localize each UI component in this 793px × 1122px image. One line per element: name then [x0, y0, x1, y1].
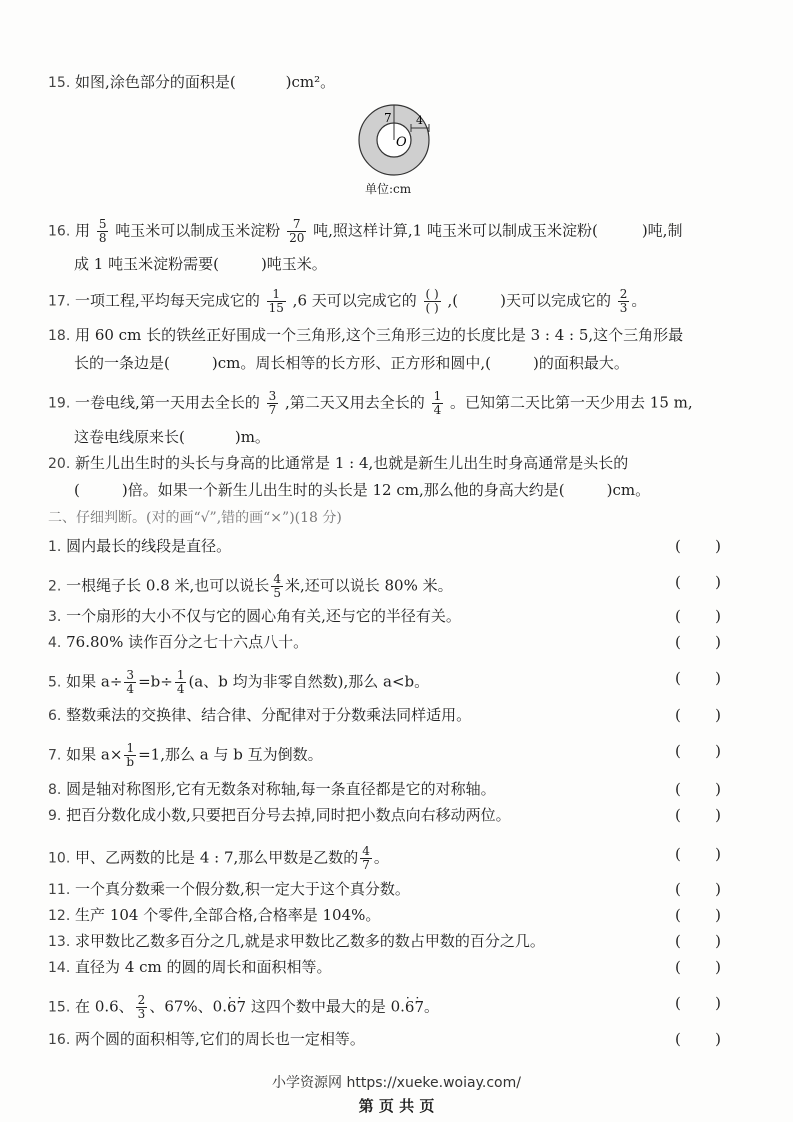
judgement-item-12 — [48, 906, 733, 925]
paren-left: ( — [675, 994, 681, 1012]
question-text: )的面积最大。 — [532, 354, 629, 372]
paren-left: ( — [675, 806, 681, 824]
question-number: 11. — [48, 882, 71, 898]
question-16-line-2 — [74, 255, 733, 273]
answer-parentheses[interactable] — [675, 706, 721, 724]
paren-right: ) — [715, 669, 721, 687]
judgement-item-4 — [48, 633, 733, 652]
answer-parentheses[interactable] — [675, 932, 721, 950]
judgement-item-7 — [48, 742, 733, 769]
question-number: 16. — [48, 223, 71, 240]
paren-left: ( — [675, 1030, 681, 1048]
paren-right: ) — [715, 880, 721, 898]
fraction-blank[interactable] — [424, 288, 441, 315]
fraction — [432, 390, 444, 417]
statement-text: 。 — [424, 997, 440, 1016]
question-number: 5. — [48, 674, 62, 691]
question-text: )吨玉米。 — [260, 255, 327, 273]
numerator: 5 — [98, 217, 107, 231]
question-number: 3. — [48, 609, 62, 625]
question-text: 成 1 吨玉米淀粉需要( — [74, 255, 219, 273]
question-text: ,( — [447, 291, 459, 310]
question-text: 一卷电线,第一天用去全长的 — [75, 393, 260, 412]
answer-parentheses[interactable] — [675, 994, 721, 1012]
denominator: 7 — [268, 403, 277, 417]
question-text: 。 — [631, 291, 647, 310]
statement-text: 甲、乙两数的比是 4 : 7,那么甲数是乙数的 — [75, 848, 359, 867]
denominator-blank[interactable]: ( ) — [425, 301, 439, 315]
question-text: 。已知第二天比第一天少用去 15 m, — [450, 393, 693, 412]
judgement-item-9 — [48, 806, 733, 825]
answer-parentheses[interactable] — [675, 607, 721, 625]
paren-right: ) — [715, 932, 721, 950]
fraction — [287, 218, 306, 245]
denominator: 3 — [619, 301, 628, 315]
question-number: 15. — [48, 75, 71, 91]
denominator: 7 — [362, 858, 370, 872]
paren-right: ) — [715, 573, 721, 591]
question-text: 如图,涂色部分的面积是( — [75, 73, 236, 91]
paren-left: ( — [675, 706, 681, 724]
footer-site: 小学资源网 https://xueke.woiay.com/ — [272, 1075, 521, 1091]
statement-text: 、67%、0. — [149, 997, 227, 1016]
statement-text: 一个真分数乘一个假分数,积一定大于这个真分数。 — [75, 880, 410, 898]
question-number: 9. — [48, 808, 62, 824]
question-text: ,第二天又用去全长的 — [285, 393, 425, 412]
paren-right: ) — [715, 742, 721, 760]
question-number: 6. — [48, 708, 62, 724]
question-number: 13. — [48, 934, 71, 950]
question-text: )倍。如果一个新生儿出生时的头长是 12 cm,那么他的身高大约是( — [121, 481, 565, 499]
judgement-item-14 — [48, 958, 733, 977]
answer-parentheses[interactable] — [675, 958, 721, 976]
fraction — [124, 669, 136, 696]
question-text: 长的一条边是( — [74, 354, 170, 372]
answer-parentheses[interactable] — [675, 537, 721, 555]
judgement-item-8 — [48, 780, 733, 799]
numerator: 3 — [126, 668, 135, 682]
judgement-item-16 — [48, 1030, 733, 1049]
question-text: )m。 — [234, 428, 270, 446]
question-text: )吨,制 — [641, 221, 683, 240]
numerator: 4 — [362, 844, 370, 858]
answer-parentheses[interactable] — [675, 806, 721, 824]
question-text: ,6 天可以完成它的 — [292, 291, 417, 310]
question-18-line-2 — [74, 354, 733, 372]
question-text: ( — [74, 481, 80, 499]
question-text: )cm。 — [606, 481, 651, 499]
statement-text: 圆是轴对称图形,它有无数条对称轴,每一条直径都是它的对称轴。 — [66, 780, 496, 798]
denominator: 5 — [273, 586, 281, 600]
numerator: 7 — [287, 218, 306, 232]
numerator: 4 — [273, 572, 281, 586]
statement-text: 两个圆的面积相等,它们的周长也一定相等。 — [75, 1030, 365, 1048]
fraction — [267, 288, 286, 315]
question-19 — [48, 390, 733, 417]
question-number: 7. — [48, 747, 62, 764]
question-text: )cm²。 — [285, 73, 336, 91]
question-number: 8. — [48, 782, 62, 798]
paren-right: ) — [715, 633, 721, 651]
judgement-item-6 — [48, 706, 733, 725]
paren-left: ( — [675, 932, 681, 950]
numerator: 1 — [433, 389, 442, 403]
label-radius-7: 7 — [384, 111, 392, 125]
section-heading-judgement: 二、仔细判断。(对的画“√”,错的画“×”)(18 分) — [48, 510, 342, 526]
statement-text: · 7 — [237, 998, 247, 1016]
question-19-line-2 — [74, 428, 733, 446]
answer-parentheses[interactable] — [675, 669, 721, 687]
judgement-item-10 — [48, 845, 733, 872]
statement-text: 把百分数化成小数,只要把百分号去掉,同时把小数点向右移动两位。 — [66, 806, 511, 824]
statement-text: · 6 — [227, 998, 237, 1016]
paren-right: ) — [715, 806, 721, 824]
paren-right: ) — [715, 906, 721, 924]
numerator: 2 — [137, 993, 146, 1007]
paren-left: ( — [675, 906, 681, 924]
question-text: 新生儿出生时的头长与身高的比通常是 1 : 4,也就是新生儿出生时身高通常是头长的 — [75, 454, 629, 472]
paren-left: ( — [675, 669, 681, 687]
statement-text: · 6 — [405, 998, 415, 1016]
statement-text: · 7 — [414, 998, 424, 1016]
paren-right: ) — [715, 537, 721, 555]
question-20-line-2 — [74, 481, 733, 499]
question-text: )天可以完成它的 — [500, 291, 611, 310]
answer-parentheses[interactable] — [675, 845, 721, 863]
question-text: 吨玉米可以制成玉米淀粉 — [115, 221, 281, 240]
fraction — [97, 218, 109, 245]
statement-text: =1,那么 a 与 b 互为倒数。 — [138, 745, 323, 764]
paren-left: ( — [675, 607, 681, 625]
paren-left: ( — [675, 880, 681, 898]
statement-text: 76.80% 读作百分之七十六点八十。 — [66, 633, 309, 651]
numerator-blank[interactable]: ( ) — [425, 287, 439, 301]
statement-text: 如果 a÷ — [66, 672, 123, 691]
fraction — [175, 669, 187, 696]
question-16 — [48, 218, 733, 245]
statement-text: 圆内最长的线段是直径。 — [66, 537, 232, 555]
question-text: 用 60 cm 长的铁丝正好围成一个三角形,这个三角形三边的长度比是 3 : 4 : 5,这个三角形最 — [75, 326, 684, 344]
question-18 — [48, 326, 733, 345]
statement-text: =b÷ — [138, 672, 173, 691]
numerator: 1 — [176, 668, 185, 682]
denominator: 15 — [268, 301, 284, 315]
statement-text: 一根绳子长 0.8 米,也可以说长 — [66, 576, 270, 595]
denominator: 3 — [137, 1007, 146, 1021]
question-number: 15. — [48, 999, 71, 1016]
unit-label: 单位:cm — [365, 182, 412, 196]
statement-text: 米,还可以说长 80% 米。 — [284, 576, 453, 595]
question-number: 20. — [48, 456, 71, 472]
paren-left: ( — [675, 780, 681, 798]
answer-parentheses[interactable] — [675, 742, 721, 760]
denominator: 20 — [289, 231, 305, 245]
label-width-4: 4 — [416, 114, 423, 127]
question-15 — [48, 73, 733, 92]
judgement-item-3 — [48, 607, 733, 626]
question-text: 用 — [75, 221, 91, 240]
answer-parentheses[interactable] — [675, 880, 721, 898]
paren-left: ( — [675, 958, 681, 976]
fraction — [136, 994, 148, 1021]
judgement-item-15 — [48, 994, 733, 1021]
question-text: )cm。周长相等的长方形、正方形和圆中,( — [211, 354, 491, 372]
paren-left: ( — [675, 742, 681, 760]
paren-right: ) — [715, 1030, 721, 1048]
statement-text: 求甲数比乙数多百分之几,就是求甲数比乙数多的数占甲数的百分之几。 — [75, 932, 545, 950]
statement-text: 生产 104 个零件,全部合格,合格率是 104%。 — [75, 906, 381, 924]
fraction — [267, 390, 279, 417]
paren-left: ( — [675, 573, 681, 591]
question-number: 2. — [48, 578, 62, 595]
statement-text: 在 0.6、 — [75, 997, 134, 1016]
judgement-item-13 — [48, 932, 733, 951]
question-number: 10. — [48, 850, 71, 867]
answer-parentheses[interactable] — [675, 573, 721, 591]
answer-parentheses[interactable] — [675, 1030, 721, 1048]
answer-parentheses[interactable] — [675, 780, 721, 798]
question-number: 14. — [48, 960, 71, 976]
question-number: 18. — [48, 328, 71, 344]
ring-diagram — [350, 100, 440, 180]
fraction — [124, 742, 136, 769]
paren-right: ) — [715, 607, 721, 625]
question-number: 4. — [48, 635, 62, 651]
question-17 — [48, 288, 733, 315]
paren-left: ( — [675, 537, 681, 555]
denominator: 4 — [126, 682, 135, 696]
question-text: 这卷电线原来长( — [74, 428, 185, 446]
paren-right: ) — [715, 994, 721, 1012]
paren-left: ( — [675, 633, 681, 651]
paren-left: ( — [675, 845, 681, 863]
statement-text: 一个扇形的大小不仅与它的圆心角有关,还与它的半径有关。 — [66, 607, 461, 625]
answer-parentheses[interactable] — [675, 633, 721, 651]
paren-right: ) — [715, 845, 721, 863]
statement-text: (a、b 均为非零自然数),那么 a<b。 — [188, 672, 430, 691]
numerator: 2 — [619, 287, 628, 301]
question-text: 一项工程,平均每天完成它的 — [75, 291, 260, 310]
question-number: 16. — [48, 1032, 71, 1048]
judgement-item-1 — [48, 537, 733, 556]
fraction — [618, 288, 630, 315]
answer-parentheses[interactable] — [675, 906, 721, 924]
fraction — [271, 573, 283, 600]
statement-text: 这四个数中最大的是 0. — [246, 997, 405, 1016]
denominator: 8 — [98, 231, 107, 245]
paren-right: ) — [715, 780, 721, 798]
denominator: 4 — [176, 682, 185, 696]
judgement-item-11 — [48, 880, 733, 899]
label-center-o: O — [396, 135, 407, 150]
denominator: b — [126, 755, 135, 769]
question-number: 19. — [48, 395, 71, 412]
footer-page-number: 第 页 共 页 — [358, 1097, 435, 1115]
statement-text: 整数乘法的交换律、结合律、分配律对于分数乘法同样适用。 — [66, 706, 472, 724]
paren-right: ) — [715, 958, 721, 976]
statement-text: 。 — [373, 848, 389, 867]
numerator: 1 — [124, 742, 136, 756]
denominator: 4 — [433, 403, 442, 417]
fraction — [360, 845, 372, 872]
statement-text: 直径为 4 cm 的圆的周长和面积相等。 — [75, 958, 332, 976]
question-number: 17. — [48, 293, 71, 310]
question-text: 吨,照这样计算,1 吨玉米可以制成玉米淀粉( — [313, 221, 598, 240]
judgement-item-2 — [48, 573, 733, 600]
question-20 — [48, 454, 733, 473]
statement-text: 如果 a× — [66, 745, 123, 764]
judgement-item-5 — [48, 669, 733, 696]
paren-right: ) — [715, 706, 721, 724]
numerator: 1 — [267, 288, 286, 302]
question-number: 1. — [48, 539, 62, 555]
question-number: 12. — [48, 908, 71, 924]
numerator: 3 — [268, 389, 277, 403]
